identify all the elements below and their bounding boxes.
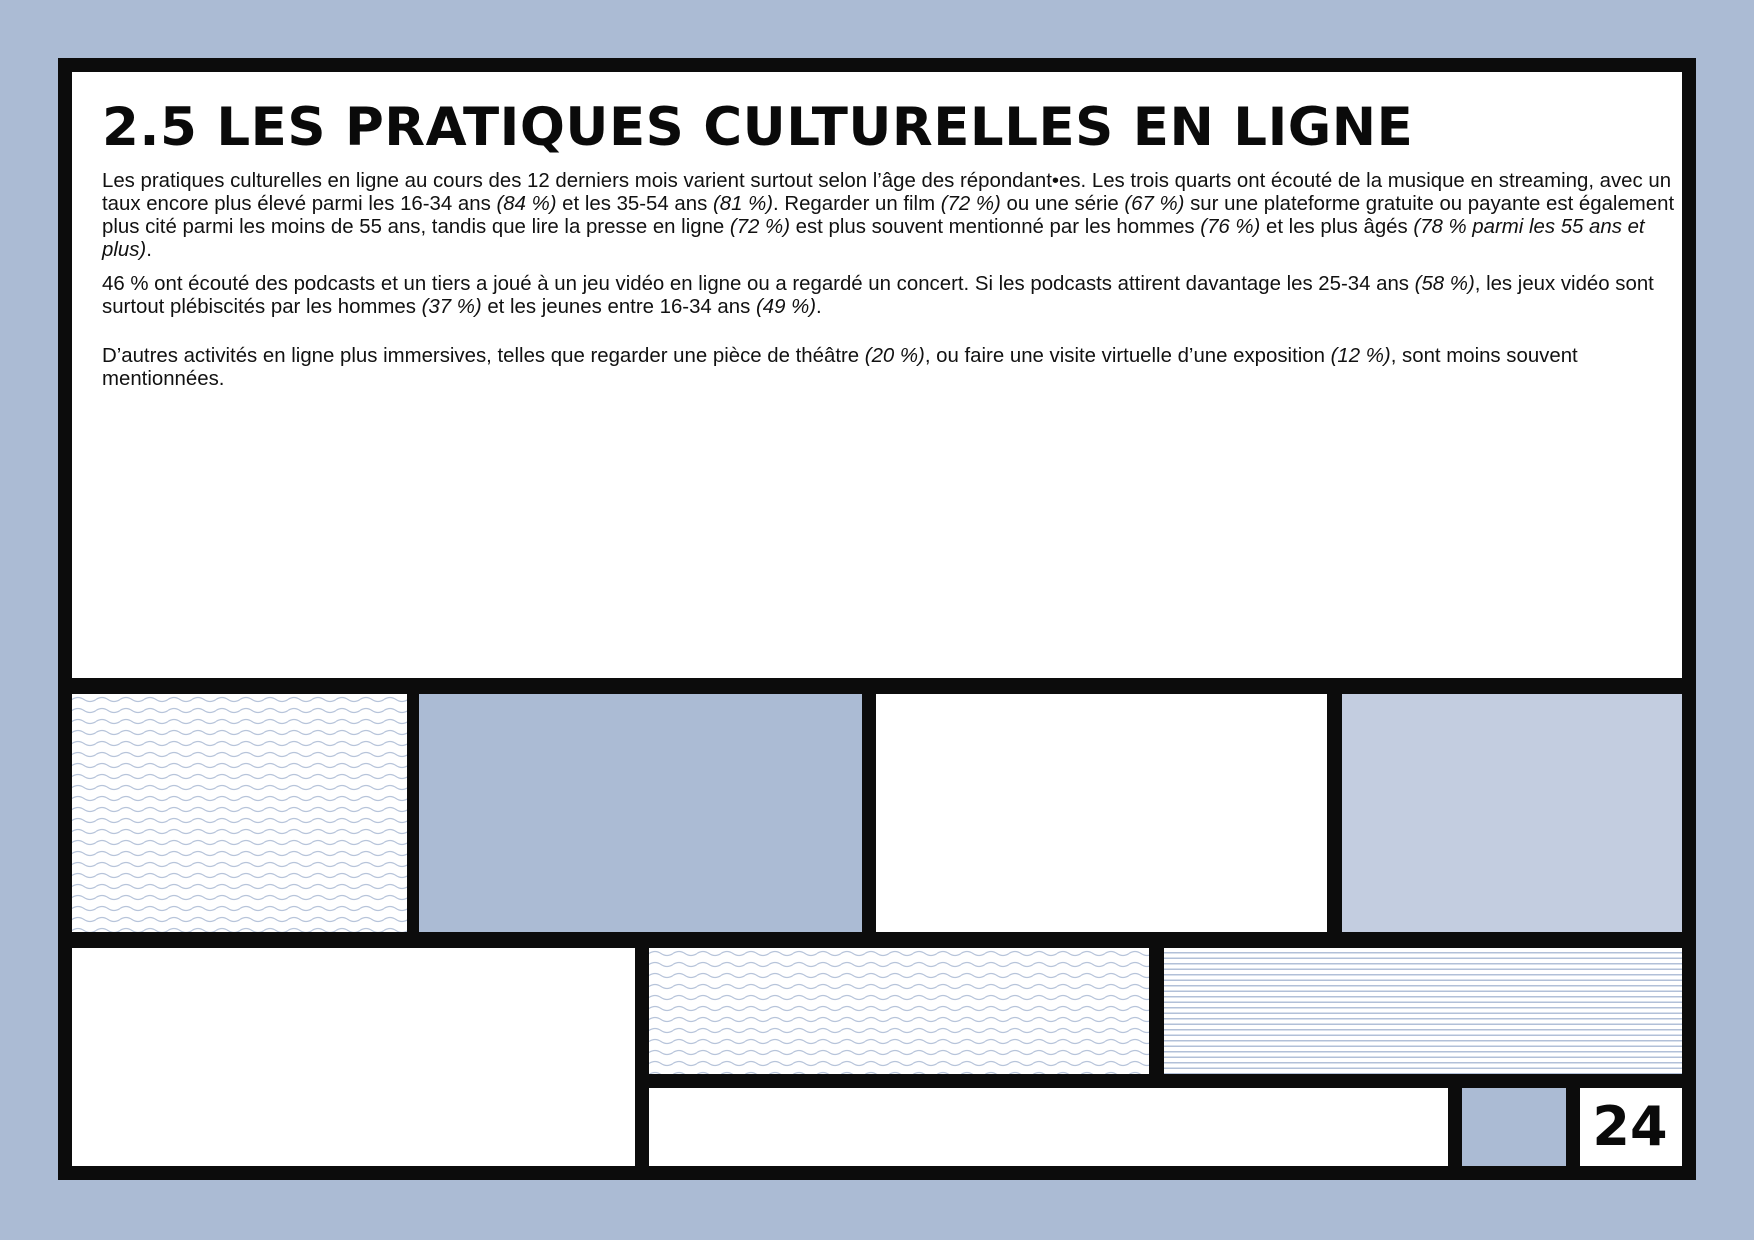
- wavy-pattern-panel: [72, 694, 407, 932]
- page-title: 2.5 LES PRATIQUES CULTURELLES EN LIGNE: [102, 97, 1414, 158]
- text-span: . Regarder un film: [773, 193, 941, 215]
- text-span: .: [816, 296, 822, 318]
- percent-figure: (20 %): [864, 345, 925, 367]
- percent-figure: (72 %): [729, 216, 790, 238]
- blue-panel: [419, 694, 862, 932]
- text-span: , ou faire une visite virtuelle d’une exposition: [924, 345, 1331, 367]
- percent-figure: (58 %): [1414, 273, 1475, 295]
- blue-square-panel: [1462, 1088, 1566, 1166]
- percent-figure: (78 % parmi les 55 ans et plus): [102, 216, 1645, 261]
- text-span: 46 % ont écouté des podcasts et un tiers a joué à un jeu vidéo en ligne ou a regardé un concert. Si les podcasts attirent davantage les 25-34 ans: [102, 273, 1415, 295]
- percent-figure: (84 %): [496, 193, 557, 215]
- white-panel-wide: [649, 1088, 1448, 1166]
- text-span: , les jeux vidéo sont surtout plébiscités par les hommes: [102, 273, 1654, 318]
- text-span: et les 35-54 ans: [556, 193, 713, 215]
- text-span: .: [146, 239, 152, 261]
- paragraph-podcasts: [102, 273, 1682, 319]
- page-number: 24: [1592, 1094, 1668, 1158]
- percent-figure: (76 %): [1200, 216, 1261, 238]
- percent-figure: (37 %): [421, 296, 482, 318]
- striped-pattern-panel: [1164, 948, 1682, 1074]
- text-span: sur une plateforme gratuite ou payante est également plus cité parmi les moins de 55 ans, tandis que lire la presse en ligne: [102, 193, 1675, 238]
- paragraph-streaming: [102, 170, 1682, 262]
- white-panel: [876, 694, 1327, 932]
- text-span: et les jeunes entre 16-34 ans: [481, 296, 756, 318]
- percent-figure: (72 %): [940, 193, 1001, 215]
- text-span: D’autres activités en ligne plus immersives, telles que regarder une pièce de théâtre: [102, 345, 865, 367]
- white-panel-large: [72, 948, 635, 1166]
- text-span: et les plus âgés: [1260, 216, 1414, 238]
- percent-figure: (81 %): [712, 193, 774, 215]
- percent-figure: (12 %): [1330, 345, 1391, 367]
- percent-figure: (67 %): [1124, 193, 1185, 215]
- text-span: est plus souvent mentionné par les hommes: [789, 216, 1201, 238]
- wavy-pattern-panel-2: [649, 948, 1149, 1074]
- percent-figure: (49 %): [755, 296, 817, 318]
- text-span: , sont moins souvent mentionnées.: [102, 345, 1578, 390]
- light-blue-panel: [1342, 694, 1682, 932]
- text-span: ou une série: [1000, 193, 1125, 215]
- paragraph-immersive: [102, 345, 1682, 391]
- content: [102, 96, 1682, 656]
- text-span: Les pratiques culturelles en ligne au cours des 12 derniers mois varient surtout selon l’âge des répondant•es. Les trois quarts ont écouté de la musique en streaming, avec un taux encore plus élevé parmi les 16-34 ans: [102, 170, 1672, 215]
